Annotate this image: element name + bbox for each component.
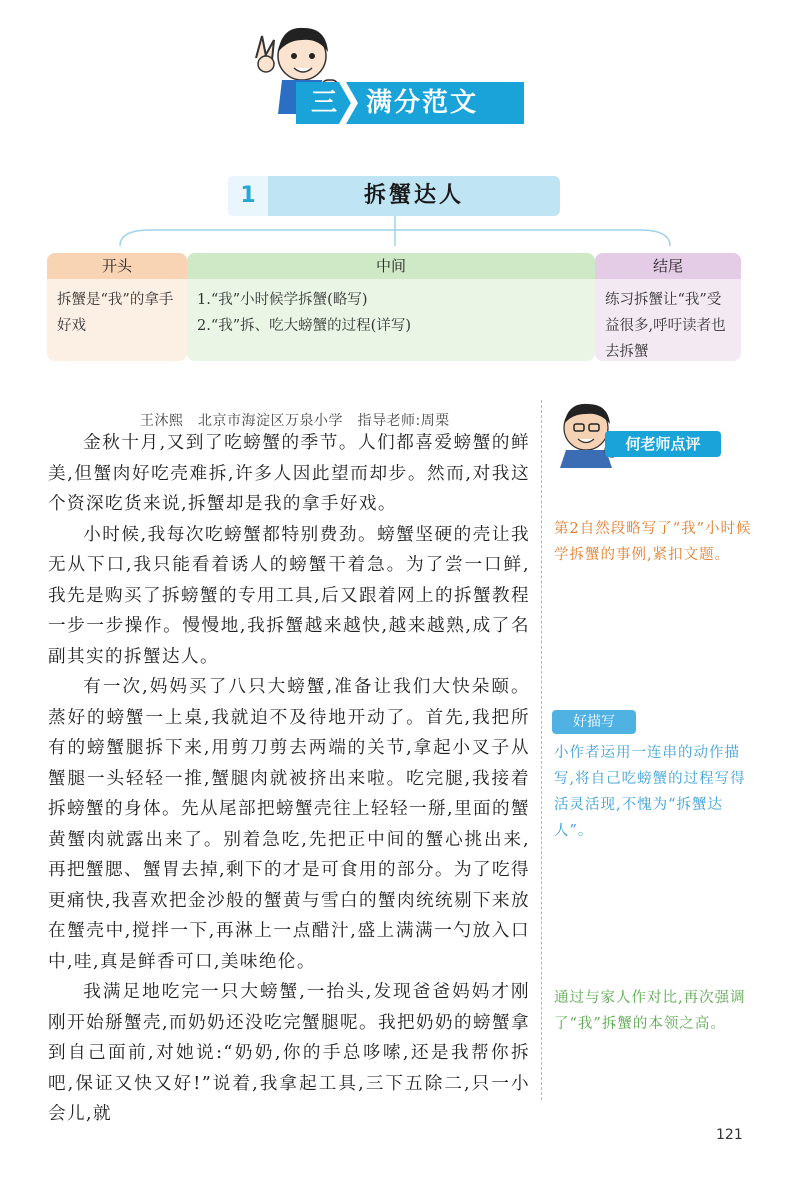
- column-divider: [541, 400, 542, 1100]
- ending-label: 结尾: [595, 253, 741, 279]
- opening-text: 拆蟹是“我”的拿手好戏: [57, 292, 174, 334]
- essay-number: 1: [228, 176, 268, 216]
- structure-connector: [110, 216, 680, 256]
- essay-title-bar: [228, 176, 560, 216]
- middle-item: 2.“我”拆、吃大螃蟹的过程(详写): [197, 318, 411, 334]
- good-description-tag: 好描写: [552, 710, 636, 734]
- section-number: 三: [310, 88, 337, 118]
- structure-opening: [47, 253, 187, 361]
- essay-paragraph: 我满足地吃完一只大螃蟹,一抬头,发现爸爸妈妈才刚刚开始掰蟹壳,而奶奶还没吃完蟹腿呢。我把奶奶的螃蟹拿到自己面前,对她说:“奶奶,你的手总哆嗦,还是我帮你拆吧,保证又快又好!”说着,我拿起工具,三下五除二,只一小会儿,就: [48, 982, 530, 1124]
- essay-paragraph: 有一次,妈妈买了八只大螃蟹,准备让我们大快朵颐。蒸好的螃蟹一上桌,我就迫不及待地开动了。首先,我把所有的螃蟹腿拆下来,用剪刀剪去两端的关节,拿起小叉子从蟹腿一头轻轻一推,蟹腿肉就被挤出来啦。吃完腿,我接着拆螃蟹的身体。先从尾部把螃蟹壳往上轻轻一掰,里面的蟹黄蟹肉就露出来了。别着急吃,先把正中间的蟹心挑出来,再把蟹腮、蟹胃去掉,剩下的才是可食用的部分。为了吃得更痛快,我喜欢把金沙般的蟹黄与雪白的蟹肉统统剔下来放在蟹壳中,搅拌一下,再淋上一点醋汁,盛上满满一勺放入口中,哇,真是鲜香可口,美味绝伦。: [48, 677, 530, 972]
- essay-body: [48, 428, 530, 1130]
- opening-label: 开头: [47, 253, 187, 279]
- comment-note-1: 第2自然段略写了“我”小时候学拆蟹的事例,紧扣文题。: [554, 521, 752, 563]
- page-number: 121: [716, 1127, 743, 1143]
- essay-paragraph: 小时候,我每次吃螃蟹都特别费劲。螃蟹坚硬的壳让我无从下口,我只能看着诱人的螃蟹干着急。为了尝一口鲜,我先是购买了拆螃蟹的专用工具,后又跟着网上的拆蟹教程一步一步操作。慢慢地,我拆蟹越来越快,越来越熟,成了名副其实的拆蟹达人。: [48, 524, 530, 667]
- ending-text: 练习拆蟹让“我”受益很多,呼吁读者也去拆蟹: [605, 292, 726, 360]
- middle-label: 中间: [187, 253, 595, 279]
- structure-ending: [595, 253, 741, 361]
- teacher-comment-label: 何老师点评: [605, 431, 721, 457]
- author-byline: 王沐熙 北京市海淀区万泉小学 指导老师:周栗: [140, 413, 450, 429]
- essay-paragraph: 金秋十月,又到了吃螃蟹的季节。人们都喜爱螃蟹的鲜美,但蟹肉好吃壳难拆,许多人因此望而却步。然而,对我这个资深吃货来说,拆蟹却是我的拿手好戏。: [48, 433, 530, 514]
- section-title: 满分范文: [366, 88, 479, 118]
- comment-note-2: 小作者运用一连串的动作描写,将自己吃螃蟹的过程写得活灵活现,不愧为“拆蟹达人”。: [554, 745, 746, 839]
- structure-middle: [187, 253, 595, 361]
- comment-note-3: 通过与家人作对比,再次强调了“我”拆蟹的本领之高。: [554, 990, 746, 1032]
- essay-title: 拆蟹达人: [363, 183, 464, 208]
- middle-item: 1.“我”小时候学拆蟹(略写): [197, 292, 368, 308]
